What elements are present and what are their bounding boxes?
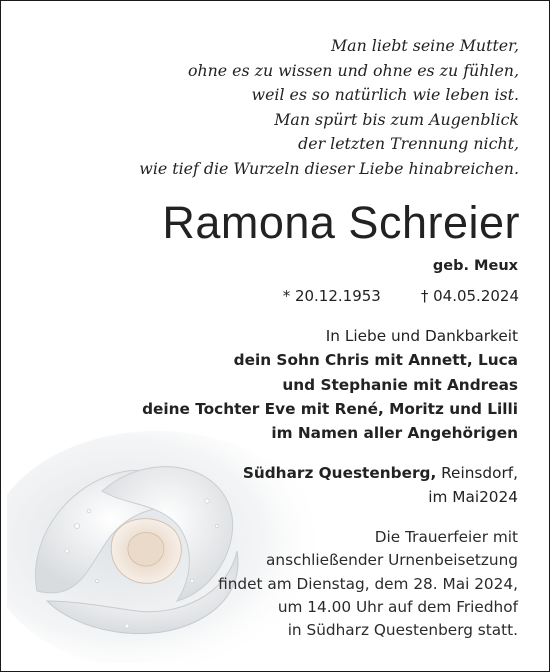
service-line: findet am Dienstag, dem 28. Mai 2024,: [218, 574, 518, 593]
service-line: um 14.00 Uhr auf dem Friedhof: [277, 597, 518, 616]
mourner-line: im Namen aller Angehörigen: [271, 424, 518, 443]
deceased-name: Ramona Schreier: [162, 197, 520, 248]
birth-name: geb. Meux: [432, 258, 518, 274]
birth-date: * 20.12.1953: [282, 287, 381, 305]
place-and-date: [243, 461, 518, 510]
notice-date: im Mai2024: [428, 488, 518, 507]
place-rest: Reinsdorf,: [436, 464, 518, 482]
life-dates: [283, 287, 519, 305]
place-town: Südharz Questenberg,: [242, 464, 437, 482]
poem-line: weil es so natürlich wie leben ist.: [251, 85, 519, 105]
poem: [139, 34, 519, 182]
death-date: † 04.05.2024: [420, 287, 519, 305]
mourner-line: deine Tochter Eve mit René, Moritz und Lilli: [142, 399, 518, 418]
poem-line: Man liebt seine Mutter,: [330, 36, 519, 55]
poem-line: der letzten Trennung nicht,: [298, 134, 519, 154]
service-line: Die Trauerfeier mit: [374, 528, 518, 546]
mourners-block: [142, 324, 518, 445]
mourner-line: dein Sohn Chris mit Annett, Luca: [233, 351, 518, 370]
mourner-line: und Stephanie mit Andreas: [282, 375, 518, 394]
service-line: anschließender Urnenbeisetzung: [266, 551, 518, 570]
poem-line: wie tief die Wurzeln dieser Liebe hinabreichen.: [139, 158, 519, 178]
funeral-service-info: [218, 526, 518, 642]
poem-line: ohne es zu wissen und ohne es zu fühlen,: [187, 60, 519, 80]
service-line: in Südharz Questenberg statt.: [287, 621, 518, 640]
mourners-intro: In Liebe und Dankbarkeit: [325, 327, 518, 345]
poem-line: Man spürt bis zum Augenblick: [274, 109, 519, 129]
